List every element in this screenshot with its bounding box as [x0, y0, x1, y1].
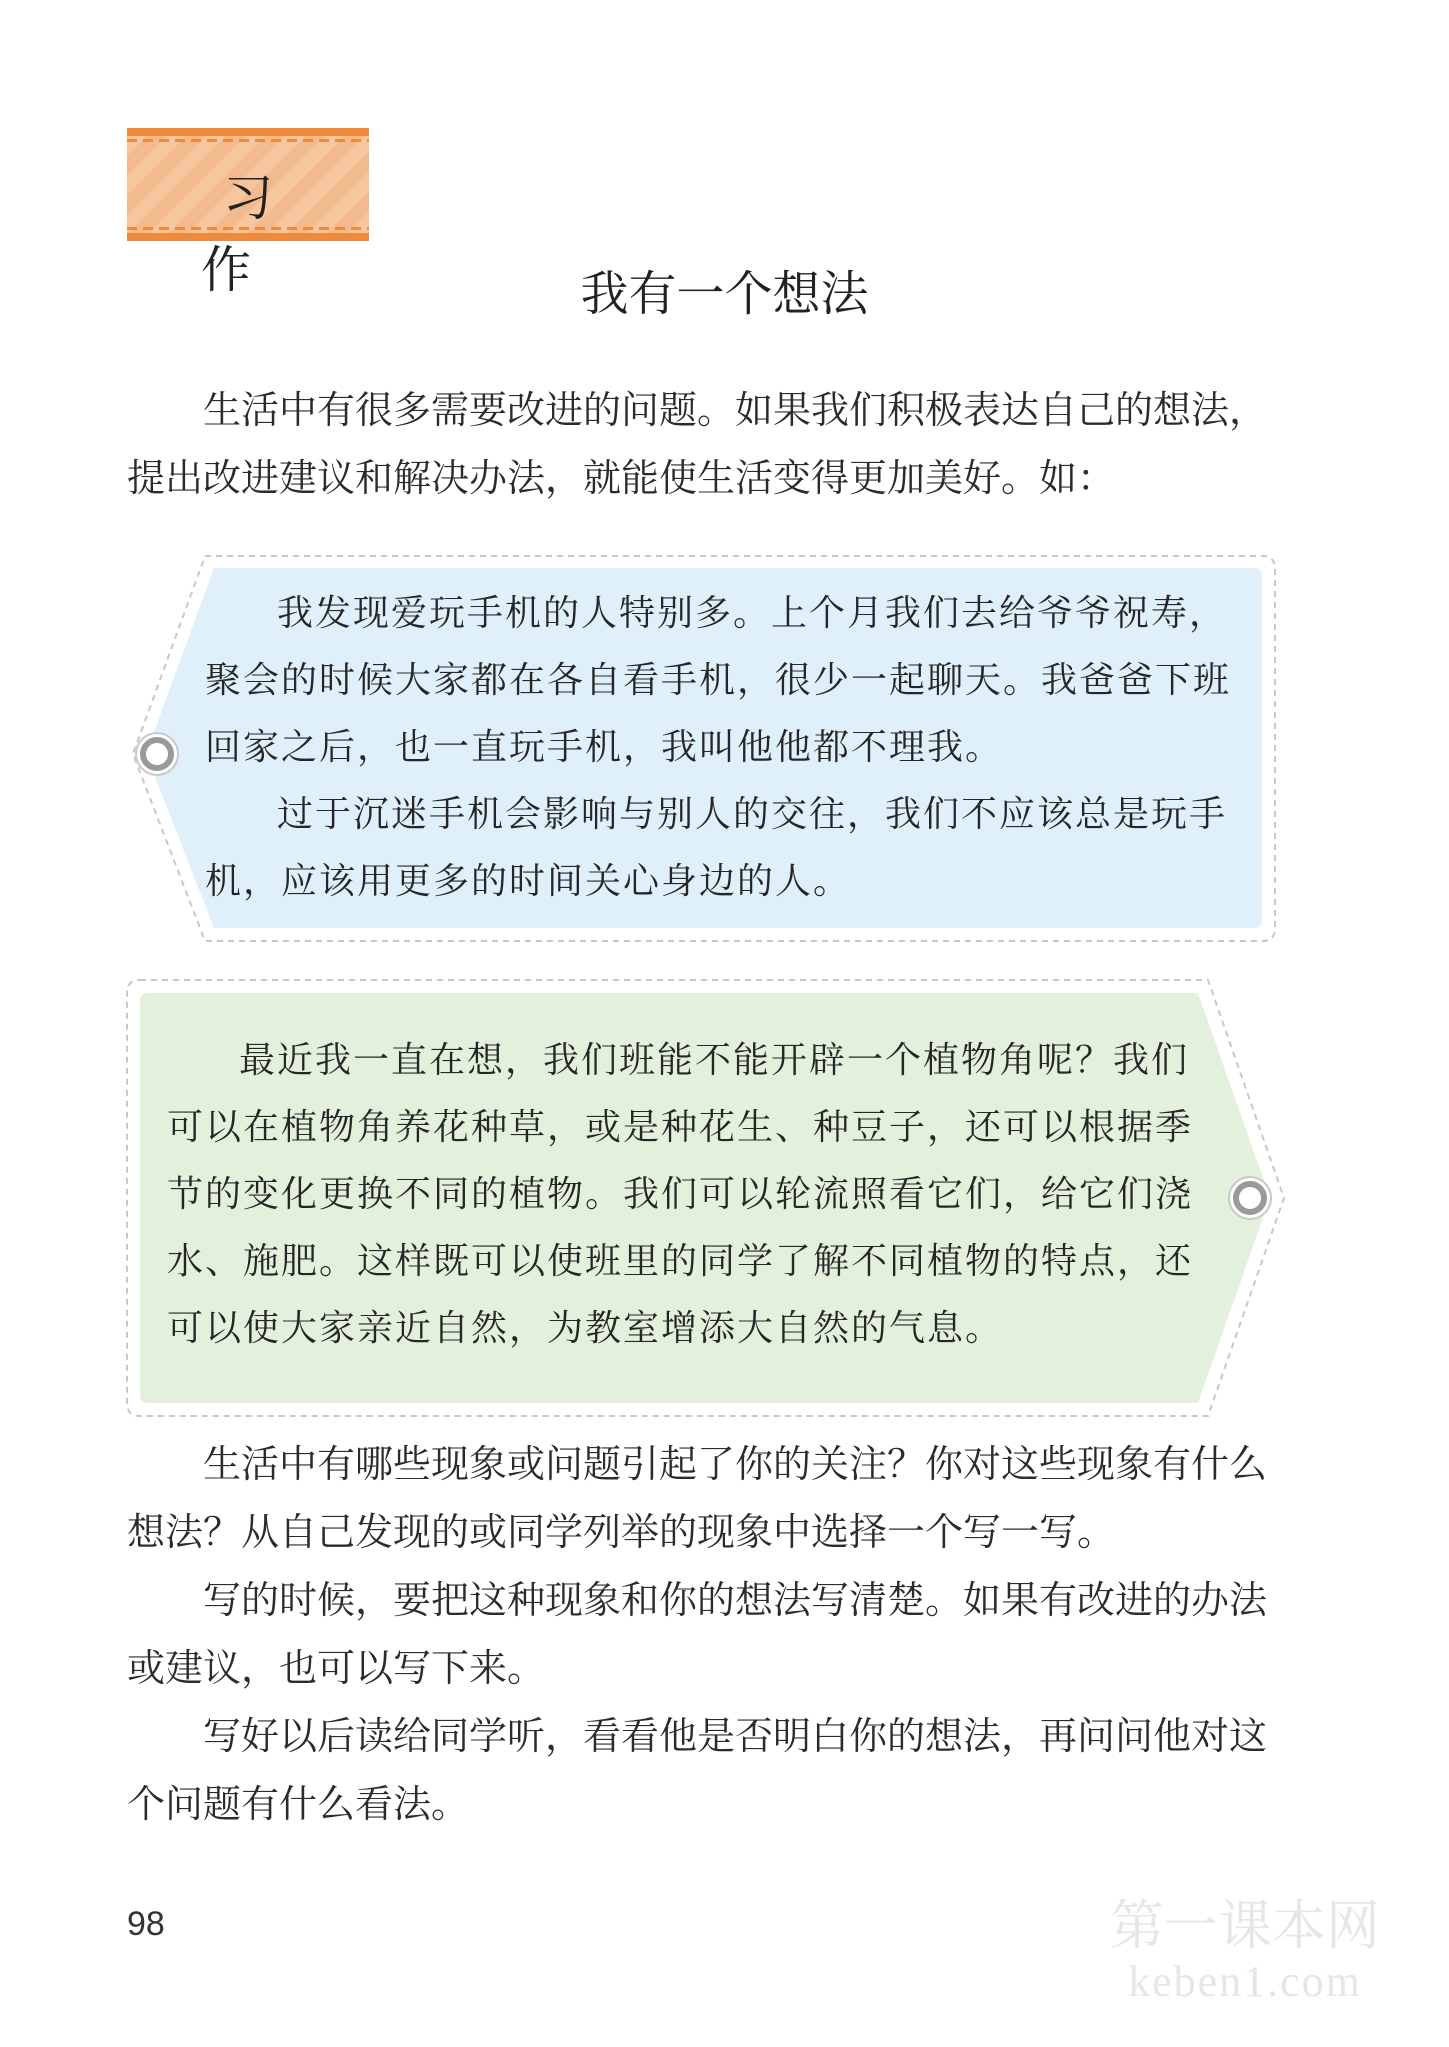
instruction-paragraph-3: 写好以后读给同学听，看看他是否明白你的想法，再问问他对这个问题有什么看法。 — [127, 1714, 1268, 1826]
page-title: 我有一个想法 — [580, 266, 869, 322]
blue-card-paragraph-1: 我发现爱玩手机的人特别多。上个月我们去给爷爷祝寿，聚会的时候大家都在各自看手机，很少一起聊天。我爸爸下班回家之后，也一直玩手机，我叫他他都不理我。 — [205, 593, 1232, 768]
watermark-cn: 第一课本网 — [1110, 1896, 1380, 1956]
green-card-paragraph: 最近我一直在想，我们班能不能开辟一个植物角呢？我们可以在植物角养花种草，或是种花生、种豆子，还可以根据季节的变化更换不同的植物。我们可以轮流照看它们，给它们浇水、施肥。这样既可以使班里的同学了解不同植物的特点，还可以使大家亲近自然，为教室增添大自然的气息。 — [167, 1040, 1194, 1349]
section-label: 习 作 — [201, 169, 317, 299]
watermark-en: keben1.com — [1128, 1957, 1362, 2006]
watermark — [1095, 1895, 1395, 2007]
instruction-paragraph-1: 生活中有哪些现象或问题引起了你的关注？你对这些现象有什么想法？从自己发现的或同学列举的现象中选择一个写一写。 — [127, 1442, 1268, 1554]
instruction-paragraph-2: 写的时候，要把这种现象和你的想法写清楚。如果有改进的办法或建议，也可以写下来。 — [127, 1578, 1268, 1690]
intro-paragraph: 生活中有很多需要改进的问题。如果我们积极表达自己的想法，提出改进建议和解决办法，就能使生活变得更加美好。如： — [127, 388, 1268, 500]
blue-card-paragraph-2: 过于沉迷手机会影响与别人的交往，我们不应该总是玩手机，应该用更多的时间关心身边的人。 — [205, 794, 1228, 902]
page-number: 98 — [127, 1905, 165, 1943]
